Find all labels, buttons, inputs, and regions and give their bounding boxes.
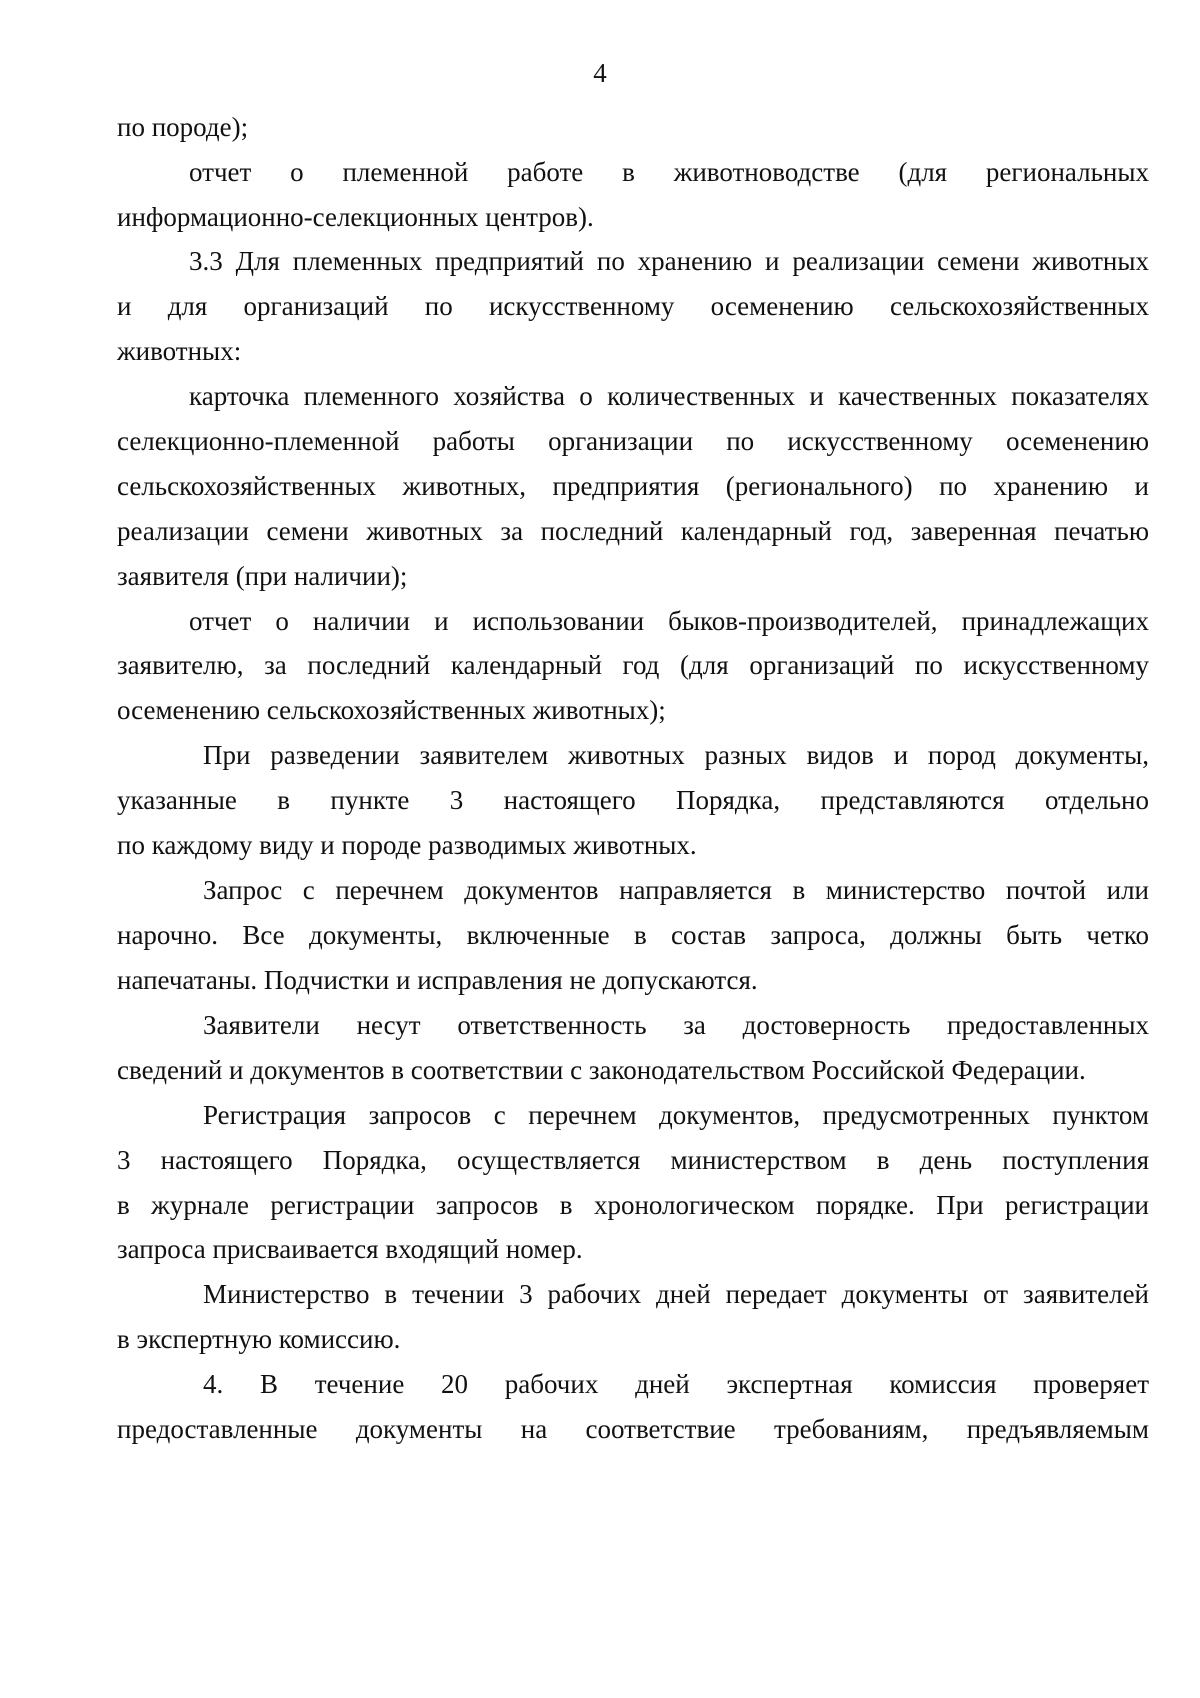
text-line: указанные в пункте 3 настоящего Порядка, представляются отдельно: [117, 785, 1149, 815]
text-line: 3 настоящего Порядка, осуществляется министерством в день поступления: [117, 1145, 1149, 1175]
text-line: и для организаций по искусственному осеменению сельскохозяйственных: [117, 291, 1149, 321]
text-line: осеменению сельскохозяйственных животных);: [117, 695, 666, 725]
text-line: 3.3 Для племенных предприятий по хранению и реализации семени животных: [189, 246, 1149, 276]
text-line: Регистрация запросов с перечнем документов, предусмотренных пунктом: [203, 1100, 1149, 1130]
text-line: карточка племенного хозяйства о количественных и качественных показателях: [189, 381, 1149, 411]
text-line: в журнале регистрации запросов в хронологическом порядке. При регистрации: [117, 1190, 1149, 1220]
text-line: отчет о наличии и использовании быков-производителей, принадлежащих: [189, 606, 1149, 636]
text-line: заявителя (при наличии);: [117, 561, 408, 591]
text-line: по породе);: [117, 112, 249, 142]
text-line: заявителю, за последний календарный год (для организаций по искусственному: [117, 650, 1149, 680]
text-line: сельскохозяйственных животных, предприятия (регионального) по хранению и: [117, 471, 1149, 501]
text-line: запроса присваивается входящий номер.: [117, 1234, 583, 1264]
page-number: 4: [593, 58, 607, 88]
text-line: Министерство в течении 3 рабочих дней передает документы от заявителей: [203, 1279, 1149, 1309]
text-line: напечатаны. Подчистки и исправления не допускаются.: [117, 965, 758, 995]
text-line: нарочно. Все документы, включенные в состав запроса, должны быть четко: [117, 920, 1149, 950]
text-line: Запрос с перечнем документов направляется в министерство почтой или: [203, 875, 1149, 905]
text-line: При разведении заявителем животных разных видов и пород документы,: [203, 740, 1149, 770]
text-line: животных:: [117, 336, 242, 366]
text-line: сведений и документов в соответствии с законодательством Российской Федерации.: [117, 1055, 1086, 1085]
text-line: по каждому виду и породе разводимых животных.: [117, 830, 697, 860]
text-line: Заявители несут ответственность за достоверность предоставленных: [203, 1010, 1149, 1040]
text-line: информационно-селекционных центров).: [117, 202, 594, 232]
text-line: 4. В течение 20 рабочих дней экспертная комиссия проверяет: [203, 1369, 1149, 1399]
text-line: предоставленные документы на соответствие требованиям, предъявляемым: [117, 1414, 1149, 1444]
text-line: реализации семени животных за последний календарный год, заверенная печатью: [117, 516, 1149, 546]
text-line: в экспертную комиссию.: [117, 1324, 401, 1354]
text-line: селекционно-племенной работы организации по искусственному осеменению: [117, 426, 1149, 456]
text-line: отчет о племенной работе в животноводстве (для региональных: [189, 157, 1149, 187]
